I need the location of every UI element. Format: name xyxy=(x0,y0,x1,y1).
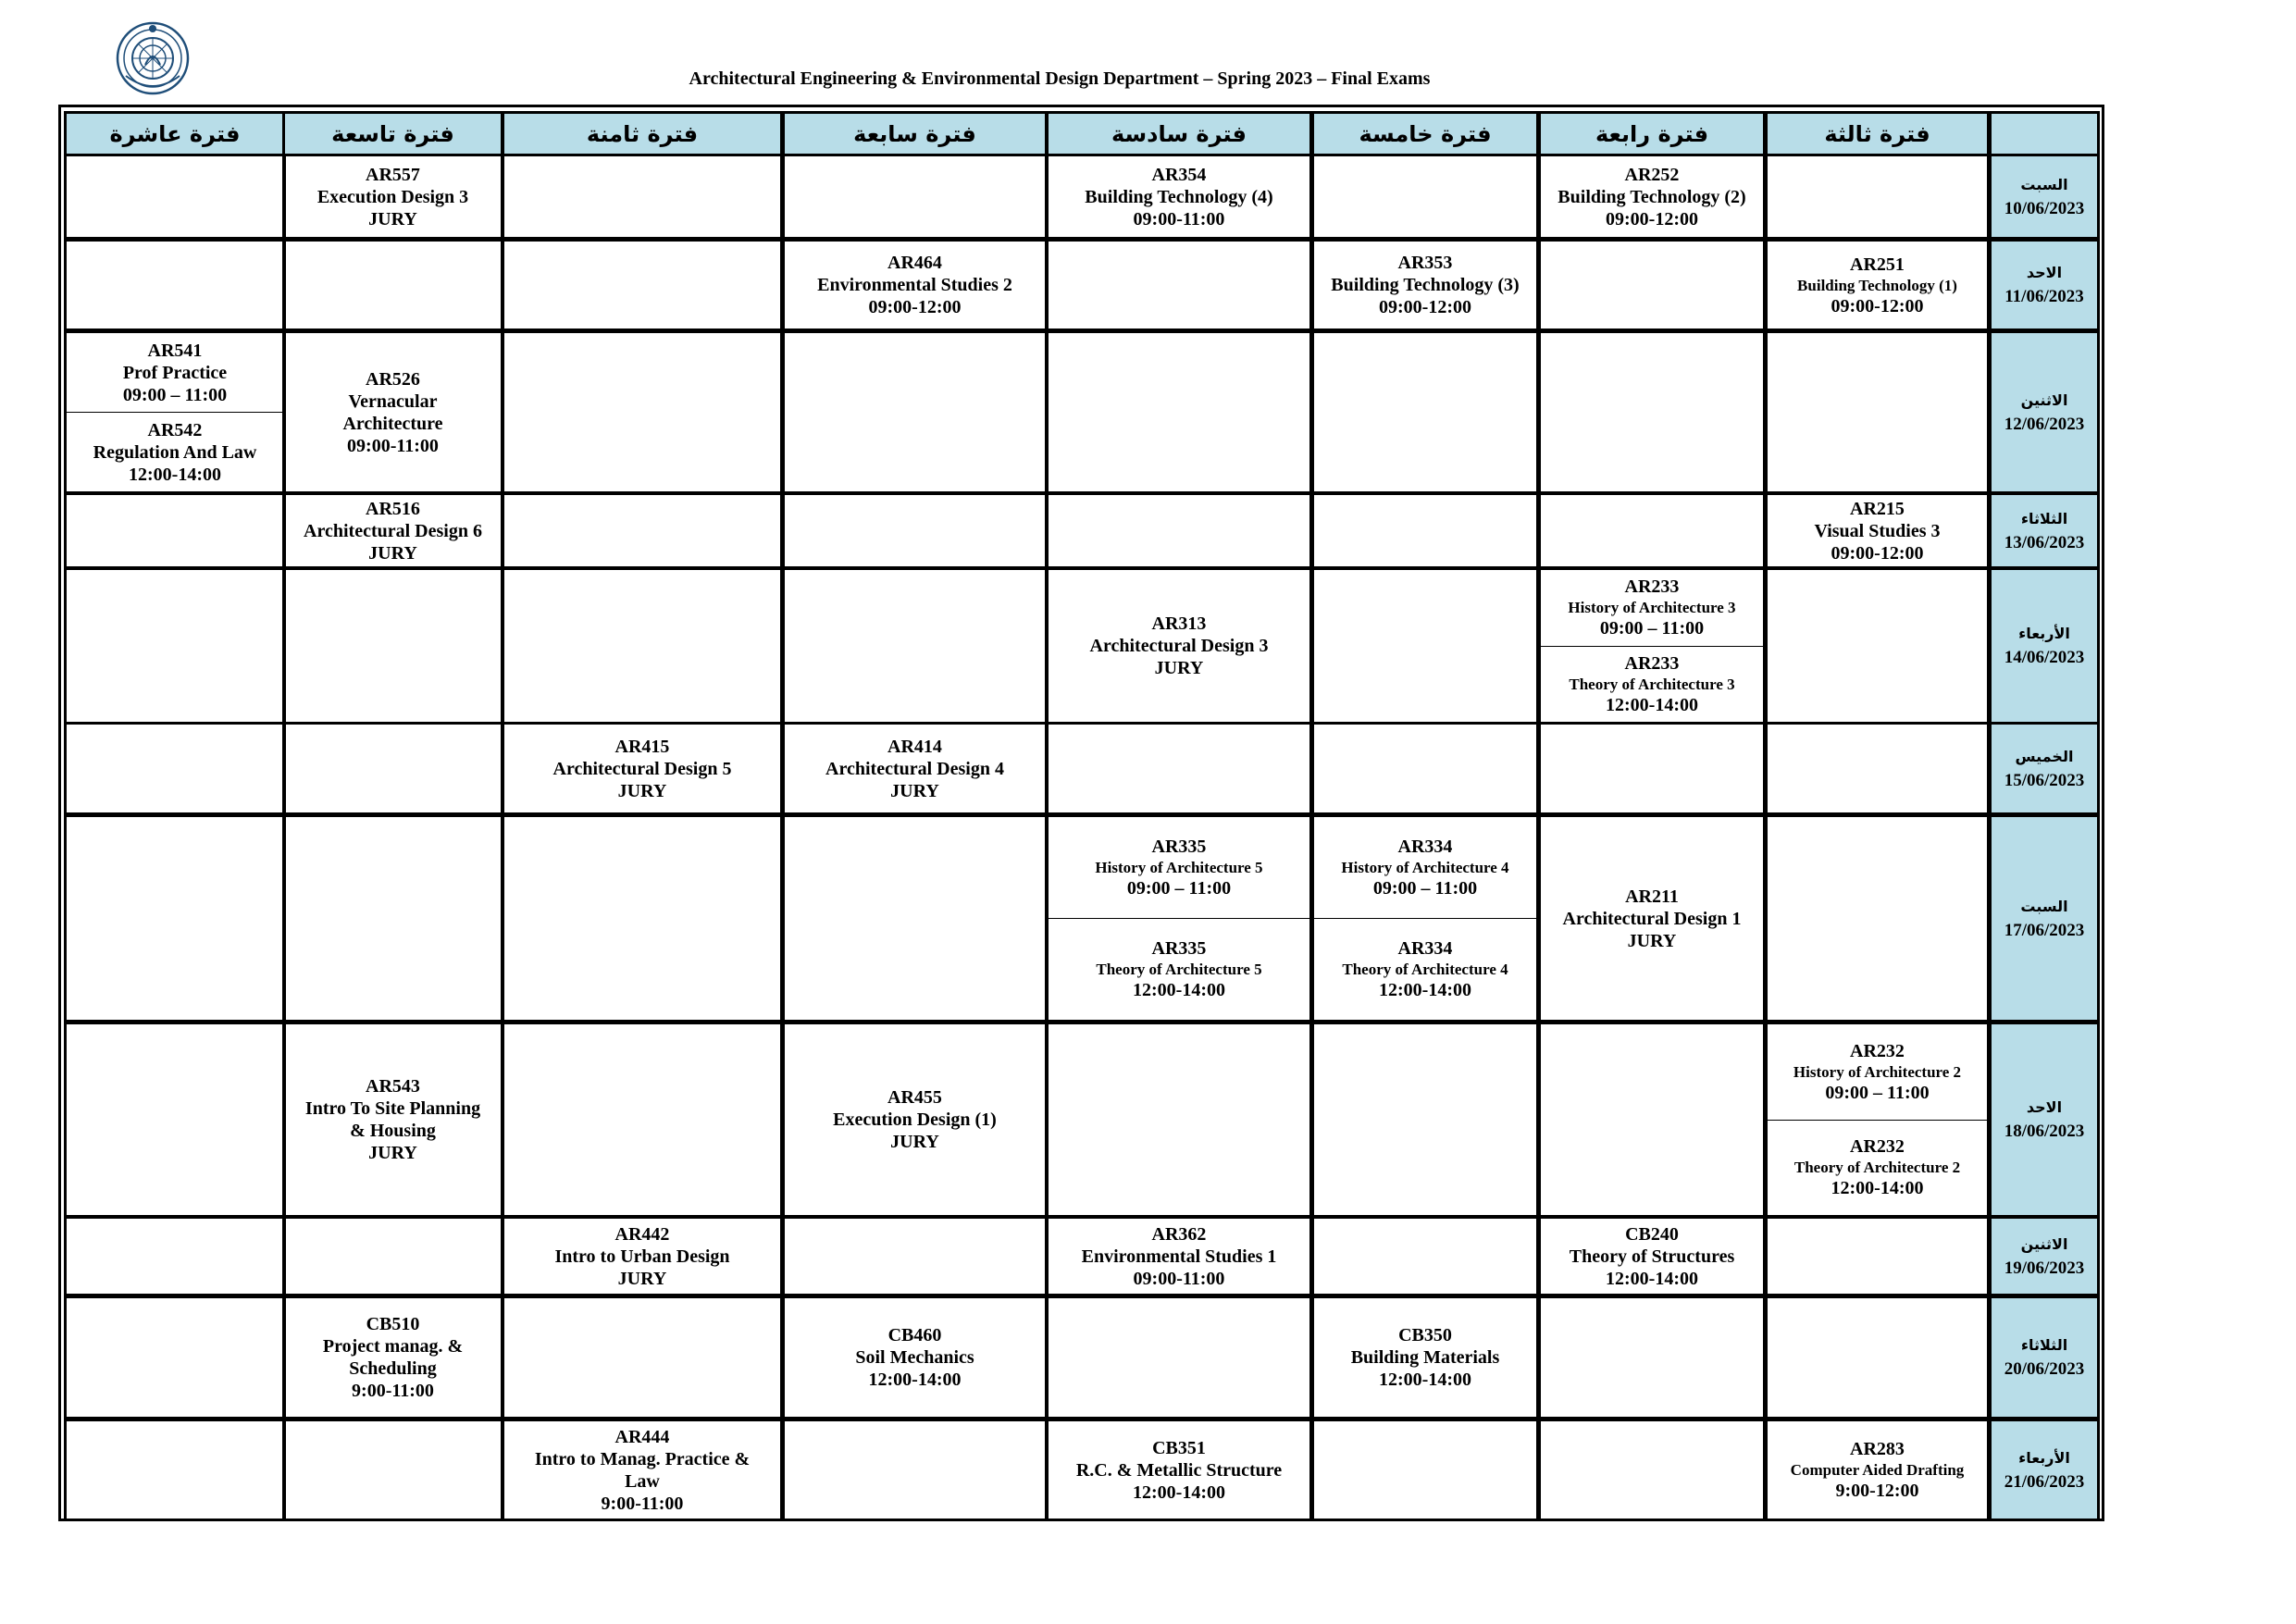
exam-slot-split xyxy=(1538,567,1766,725)
day-date: 12/06/2023 xyxy=(2004,414,2085,434)
period-header xyxy=(1311,111,1539,156)
empty-slot xyxy=(1538,1022,1766,1218)
exam-time: 12:00-14:00 xyxy=(1133,1481,1225,1503)
exam-time: 09:00-12:00 xyxy=(1379,297,1471,317)
exam-time: 12:00-14:00 xyxy=(1831,1178,1924,1199)
course-code: AR542 xyxy=(147,419,203,440)
exam-slot xyxy=(502,1216,783,1296)
empty-slot xyxy=(64,1295,286,1419)
empty-slot xyxy=(282,1419,503,1521)
exam-time: JURY xyxy=(368,1143,417,1163)
empty-slot xyxy=(782,1216,1048,1296)
empty-slot xyxy=(1311,1419,1539,1521)
empty-slot xyxy=(1311,330,1539,494)
period-header-label: فترة سادسة xyxy=(1111,120,1247,147)
exam-entry xyxy=(67,333,283,412)
empty-slot xyxy=(1311,492,1539,569)
day-cell xyxy=(1989,814,2100,1023)
day-date: 17/06/2023 xyxy=(2004,920,2085,940)
empty-slot xyxy=(64,1419,286,1521)
period-header-label: فترة تاسعة xyxy=(331,120,454,147)
course-name: Architectural Design 5 xyxy=(552,758,732,779)
empty-slot xyxy=(502,1022,783,1218)
day-cell xyxy=(1989,1022,2100,1218)
exam-slot xyxy=(282,154,503,240)
course-code: AR354 xyxy=(1151,164,1207,185)
empty-slot xyxy=(1765,154,1990,240)
exam-time: JURY xyxy=(368,542,417,564)
exam-time: JURY xyxy=(890,1132,939,1152)
empty-slot xyxy=(64,567,286,725)
course-code: AR252 xyxy=(1624,164,1680,185)
exam-slot xyxy=(282,492,503,569)
course-code: AR233 xyxy=(1624,652,1680,674)
exam-time: 09:00-11:00 xyxy=(1133,1268,1225,1289)
period-header-label: فترة رابعة xyxy=(1595,120,1709,147)
exam-slot xyxy=(782,1295,1048,1419)
course-name: Law xyxy=(625,1470,660,1492)
exam-time: 12:00-14:00 xyxy=(1606,1268,1698,1289)
course-name: Vernacular xyxy=(348,391,438,412)
exam-entry xyxy=(1768,1024,1987,1120)
period-header xyxy=(1046,111,1312,156)
period-header xyxy=(782,111,1048,156)
day-date: 18/06/2023 xyxy=(2004,1122,2085,1141)
exam-slot xyxy=(1538,814,1766,1023)
course-code: AR444 xyxy=(614,1426,670,1447)
empty-slot xyxy=(782,1419,1048,1521)
course-name: Building Technology (3) xyxy=(1331,275,1520,295)
empty-slot xyxy=(1046,722,1312,815)
day-name: الثلاثاء xyxy=(2020,509,2068,527)
course-name: Theory of Architecture 5 xyxy=(1096,961,1262,978)
empty-slot xyxy=(1046,330,1312,494)
course-code: AR541 xyxy=(147,340,203,361)
exam-entry xyxy=(1541,646,1763,723)
empty-slot xyxy=(1046,1295,1312,1419)
exam-slot-split xyxy=(64,330,286,494)
empty-slot xyxy=(502,567,783,725)
empty-slot xyxy=(1311,1022,1539,1218)
course-code: CB240 xyxy=(1625,1223,1679,1245)
course-name: Intro to Manag. Practice & xyxy=(534,1448,751,1469)
course-code: AR334 xyxy=(1397,938,1453,959)
day-name: الاحد xyxy=(2026,264,2063,281)
exam-time: 09:00 – 11:00 xyxy=(1372,878,1478,899)
exam-slot xyxy=(1765,239,1990,331)
exam-slot xyxy=(1765,1419,1990,1521)
day-date: 14/06/2023 xyxy=(2004,648,2085,667)
exam-time: 09:00-12:00 xyxy=(868,297,962,317)
exam-slot xyxy=(1311,1295,1539,1419)
empty-slot xyxy=(502,814,783,1023)
course-name: Theory of Structures xyxy=(1569,1246,1735,1267)
empty-slot xyxy=(1765,1216,1990,1296)
exam-slot xyxy=(282,1022,503,1218)
empty-slot xyxy=(1311,154,1539,240)
day-cell xyxy=(1989,1419,2100,1521)
period-header xyxy=(502,111,783,156)
course-name: Environmental Studies 2 xyxy=(817,275,1012,295)
exam-slot-split xyxy=(1046,814,1312,1023)
day-name: الأربعاء xyxy=(2018,1448,2070,1467)
course-name: Scheduling xyxy=(349,1358,437,1379)
course-name: Theory of Architecture 3 xyxy=(1569,675,1735,693)
exam-time: 12:00-14:00 xyxy=(868,1370,962,1390)
day-date: 21/06/2023 xyxy=(2004,1471,2085,1492)
exam-time: 12:00-14:00 xyxy=(1379,1370,1471,1390)
empty-slot xyxy=(1765,1295,1990,1419)
exam-slot xyxy=(1538,1216,1766,1296)
course-name: Theory of Architecture 2 xyxy=(1793,1159,1961,1177)
course-name: Architecture xyxy=(342,413,443,434)
exam-slot xyxy=(1046,1419,1312,1521)
empty-slot xyxy=(64,722,286,815)
exam-time: 09:00-11:00 xyxy=(1133,208,1225,229)
course-code: CB510 xyxy=(366,1314,420,1334)
exam-time: 09:00-12:00 xyxy=(1831,542,1924,564)
empty-slot xyxy=(64,239,286,331)
exam-time: JURY xyxy=(617,780,667,801)
course-name: Theory of Architecture 4 xyxy=(1342,961,1508,978)
course-code: CB351 xyxy=(1152,1437,1206,1458)
exam-time: JURY xyxy=(1627,930,1677,951)
empty-slot xyxy=(1538,1419,1766,1521)
course-code: AR211 xyxy=(1625,886,1679,907)
exam-slot xyxy=(1765,492,1990,569)
empty-slot xyxy=(282,722,503,815)
empty-slot xyxy=(502,492,783,569)
empty-slot xyxy=(64,1022,286,1218)
course-name: & Housing xyxy=(350,1121,436,1141)
course-name: Architectural Design 3 xyxy=(1089,636,1269,656)
exam-time: 09:00 – 11:00 xyxy=(122,384,228,405)
day-header-corner xyxy=(1989,111,2100,156)
empty-slot xyxy=(1311,567,1539,725)
course-name: Intro to Urban Design xyxy=(554,1246,730,1267)
period-header-label: فترة سابعة xyxy=(853,120,976,147)
empty-slot xyxy=(1538,722,1766,815)
course-name: Environmental Studies 1 xyxy=(1081,1246,1277,1267)
course-code: AR313 xyxy=(1151,614,1207,634)
exam-time: 12:00-14:00 xyxy=(129,464,221,485)
course-code: AR442 xyxy=(614,1223,670,1245)
course-name: Execution Design 3 xyxy=(316,186,469,207)
exam-slot xyxy=(782,722,1048,815)
exam-slot xyxy=(1046,1216,1312,1296)
course-code: AR283 xyxy=(1850,1439,1905,1459)
course-name: History of Architecture 4 xyxy=(1341,859,1509,876)
course-code: AR335 xyxy=(1151,938,1207,959)
exam-entry xyxy=(1314,817,1536,918)
course-code: AR464 xyxy=(887,253,942,273)
empty-slot xyxy=(1538,330,1766,494)
empty-slot xyxy=(782,492,1048,569)
exam-slot xyxy=(1311,239,1539,331)
day-date: 20/06/2023 xyxy=(2004,1359,2085,1379)
empty-slot xyxy=(1311,722,1539,815)
exam-slot xyxy=(1046,154,1312,240)
course-code: CB460 xyxy=(887,1325,942,1345)
exam-slot xyxy=(282,1295,503,1419)
day-name: السبت xyxy=(2020,897,2068,915)
exam-time: JURY xyxy=(617,1268,667,1289)
exam-time: 12:00-14:00 xyxy=(1379,980,1471,1000)
day-cell xyxy=(1989,567,2100,725)
exam-time: 12:00-14:00 xyxy=(1606,694,1698,715)
day-date: 15/06/2023 xyxy=(2004,770,2085,790)
day-cell xyxy=(1989,154,2100,240)
course-name: Architectural Design 4 xyxy=(825,758,1004,779)
course-name: Computer Aided Drafting xyxy=(1790,1461,1965,1479)
course-code: AR233 xyxy=(1624,576,1680,598)
empty-slot xyxy=(1046,492,1312,569)
day-name: الاثنين xyxy=(2020,391,2068,409)
exam-time: 12:00-14:00 xyxy=(1133,980,1225,1000)
day-name: الاحد xyxy=(2026,1098,2063,1116)
day-cell xyxy=(1989,330,2100,494)
course-code: AR251 xyxy=(1850,254,1905,275)
course-name: History of Architecture 2 xyxy=(1793,1062,1962,1081)
day-cell xyxy=(1989,1216,2100,1296)
course-name: Architectural Design 6 xyxy=(304,520,482,541)
day-date: 10/06/2023 xyxy=(2004,198,2085,218)
exam-time: JURY xyxy=(368,208,417,229)
exam-time: 09:00 – 11:00 xyxy=(1825,1082,1930,1103)
exam-slot xyxy=(502,722,783,815)
exam-slot xyxy=(782,1022,1048,1218)
period-header xyxy=(1538,111,1766,156)
period-header-label: فترة عاشرة xyxy=(109,120,241,147)
course-name: History of Architecture 3 xyxy=(1568,599,1736,617)
exam-slot-split xyxy=(1311,814,1539,1023)
empty-slot xyxy=(1538,239,1766,331)
empty-slot xyxy=(782,567,1048,725)
exam-entry xyxy=(1768,1120,1987,1216)
course-name: R.C. & Metallic Structure xyxy=(1075,1459,1283,1481)
course-name: Building Technology (2) xyxy=(1558,186,1746,207)
day-cell xyxy=(1989,492,2100,569)
course-code: AR526 xyxy=(366,368,420,390)
exam-time: JURY xyxy=(1154,658,1204,678)
course-name: Regulation And Law xyxy=(93,441,257,463)
exam-time: 09:00 – 11:00 xyxy=(1599,618,1705,639)
exam-schedule-table xyxy=(58,105,2104,1521)
exam-entry xyxy=(1049,918,1309,1020)
empty-slot xyxy=(1311,1216,1539,1296)
empty-slot xyxy=(64,492,286,569)
exam-time: 09:00-12:00 xyxy=(1606,208,1698,229)
course-name: History of Architecture 5 xyxy=(1095,859,1263,876)
empty-slot xyxy=(502,154,783,240)
exam-time: 09:00 – 11:00 xyxy=(1126,878,1232,899)
exam-time: 9:00-11:00 xyxy=(601,1493,684,1514)
exam-time: 09:00-12:00 xyxy=(1831,295,1924,316)
page-title: Architectural Engineering & Environmental Design Department – Spring 2023 – Final Exams xyxy=(689,68,1431,89)
period-header-label: فترة خامسة xyxy=(1359,120,1492,147)
day-name: الأربعاء xyxy=(2018,625,2070,642)
exam-slot xyxy=(1046,567,1312,725)
empty-slot xyxy=(282,1216,503,1296)
empty-slot xyxy=(1538,1295,1766,1419)
day-cell xyxy=(1989,722,2100,815)
course-name: Building Technology (1) xyxy=(1797,276,1957,294)
course-name: Building Materials xyxy=(1350,1347,1500,1368)
empty-slot xyxy=(782,330,1048,494)
day-name: الاثنين xyxy=(2020,1234,2068,1253)
course-name: Execution Design (1) xyxy=(833,1110,997,1130)
empty-slot xyxy=(502,239,783,331)
day-cell xyxy=(1989,1295,2100,1419)
course-code: AR353 xyxy=(1397,253,1453,273)
course-name: Architectural Design 1 xyxy=(1562,908,1742,929)
exam-time: JURY xyxy=(890,780,939,801)
empty-slot xyxy=(502,330,783,494)
exam-time: 9:00-11:00 xyxy=(352,1381,434,1401)
course-name: Prof Practice xyxy=(122,362,228,383)
course-code: AR335 xyxy=(1151,837,1207,857)
empty-slot xyxy=(282,814,503,1023)
empty-slot xyxy=(282,239,503,331)
empty-slot xyxy=(64,1216,286,1296)
course-code: AR516 xyxy=(366,498,420,519)
course-code: AR557 xyxy=(366,164,420,185)
day-date: 13/06/2023 xyxy=(2004,532,2085,552)
period-header-label: فترة ثالثة xyxy=(1824,120,1930,147)
empty-slot xyxy=(1765,330,1990,494)
period-header-label: فترة ثامنة xyxy=(586,120,699,147)
day-date: 19/06/2023 xyxy=(2004,1258,2085,1278)
day-name: السبت xyxy=(2020,175,2068,193)
empty-slot xyxy=(1046,239,1312,331)
exam-time: 9:00-12:00 xyxy=(1835,1481,1919,1501)
period-header xyxy=(1765,111,1990,156)
day-name: الخميس xyxy=(2015,747,2074,765)
empty-slot xyxy=(1538,492,1766,569)
exam-slot xyxy=(782,239,1048,331)
day-name: الثلاثاء xyxy=(2020,1336,2068,1354)
course-name: Visual Studies 3 xyxy=(1814,520,1941,541)
empty-slot xyxy=(282,567,503,725)
day-date: 11/06/2023 xyxy=(2004,287,2084,306)
course-code: AR362 xyxy=(1151,1223,1207,1245)
course-code: AR455 xyxy=(887,1087,942,1108)
empty-slot xyxy=(1765,567,1990,725)
empty-slot xyxy=(502,1295,783,1419)
period-header xyxy=(64,111,286,156)
course-code: AR232 xyxy=(1850,1136,1905,1158)
course-code: AR414 xyxy=(887,736,942,757)
course-code: AR415 xyxy=(614,736,670,757)
exam-slot xyxy=(282,330,503,494)
exam-slot xyxy=(1538,154,1766,240)
exam-slot xyxy=(502,1419,783,1521)
course-code: AR232 xyxy=(1850,1040,1905,1061)
empty-slot xyxy=(1046,1022,1312,1218)
empty-slot xyxy=(1765,814,1990,1023)
empty-slot xyxy=(64,814,286,1023)
empty-slot xyxy=(782,154,1048,240)
period-header xyxy=(282,111,503,156)
course-name: Building Technology (4) xyxy=(1085,186,1273,207)
course-code: AR215 xyxy=(1850,498,1905,519)
course-name: Soil Mechanics xyxy=(855,1347,974,1368)
exam-entry xyxy=(1314,918,1536,1020)
course-code: CB350 xyxy=(1398,1325,1452,1345)
exam-time: 09:00-11:00 xyxy=(347,435,439,456)
exam-slot-split xyxy=(1765,1022,1990,1218)
course-code: AR543 xyxy=(366,1076,420,1097)
exam-entry xyxy=(1049,817,1309,918)
exam-entry xyxy=(67,412,283,491)
exam-entry xyxy=(1541,570,1763,646)
empty-slot xyxy=(64,154,286,240)
course-code: AR334 xyxy=(1397,837,1453,857)
empty-slot xyxy=(782,814,1048,1023)
day-cell xyxy=(1989,239,2100,331)
course-name: Intro To Site Planning xyxy=(304,1098,481,1119)
empty-slot xyxy=(1765,722,1990,815)
course-name: Project manag. & xyxy=(322,1336,464,1357)
